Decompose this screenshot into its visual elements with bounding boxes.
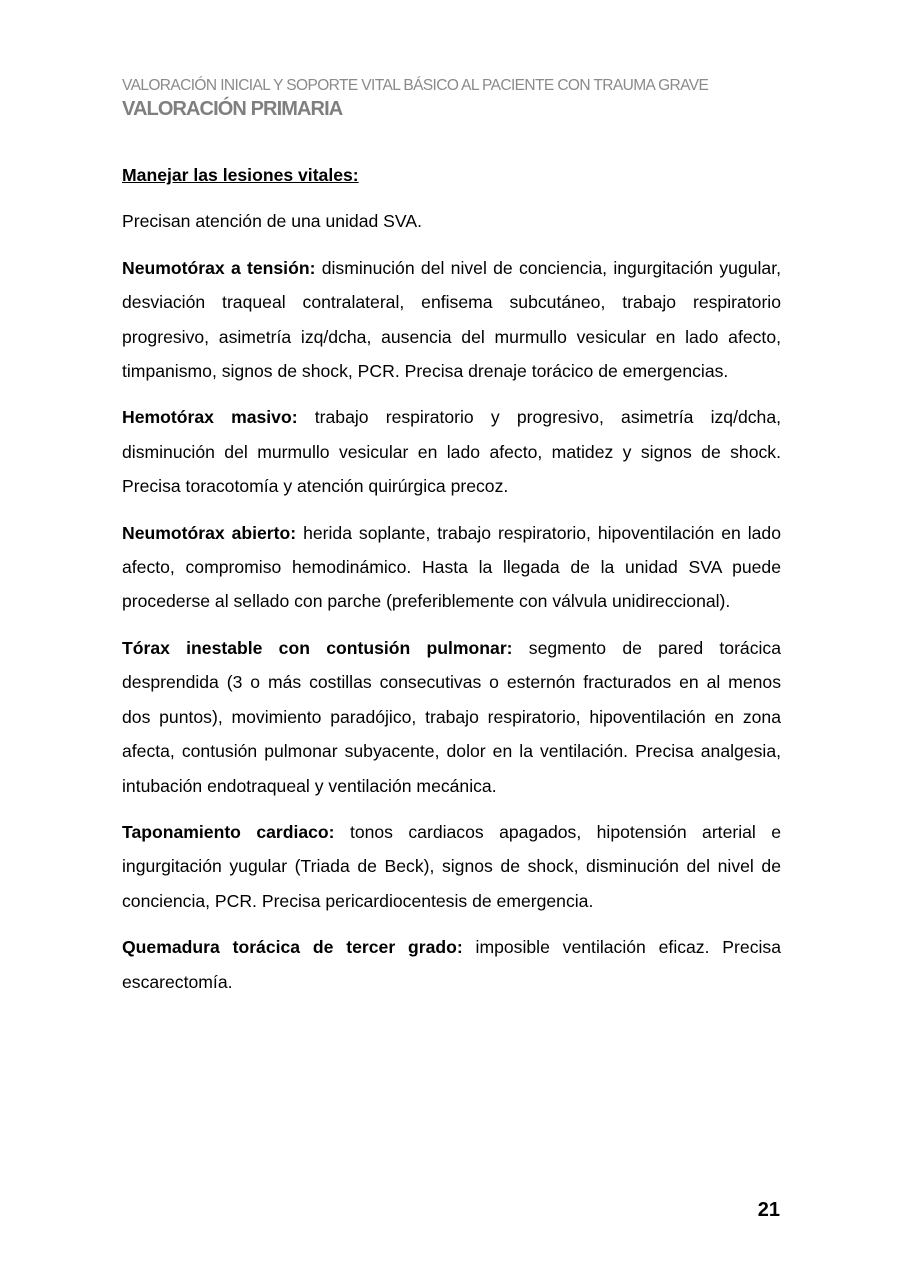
- lesion-term: Hemotórax masivo:: [122, 407, 298, 428]
- lesion-description: segmento de pared torácica desprendida (3 o más costillas consecutivas o esternón fracturados en al menos dos puntos), movimiento paradójico, trabajo respiratorio, hipoventilación en zona afecta, contusión pulmonar subyacente, dolor en la ventilación. Precisa analgesia, intubación endotraqueal y ventilación mecánica.: [122, 637, 781, 796]
- lesion-paragraph-hemotorax-masivo: [122, 400, 781, 503]
- document-title: VALORACIÓN INICIAL Y SOPORTE VITAL BÁSICO AL PACIENTE CON TRAUMA GRAVE: [122, 77, 709, 94]
- intro-paragraph: Precisan atención de una unidad SVA.: [122, 211, 422, 232]
- lesion-paragraph-taponamiento-cardiaco: [122, 815, 781, 918]
- lesion-description: trabajo respiratorio y progresivo, asimetría izq/dcha, disminución del murmullo vesicular en lado afecto, matidez y signos de shock. Precisa toracotomía y atención quirúrgica precoz.: [122, 407, 781, 497]
- lesion-term: Neumotórax abierto:: [122, 522, 297, 543]
- lesion-description: imposible ventilación eficaz. Precisa escarectomía.: [122, 937, 781, 992]
- page-number: 21: [757, 1199, 780, 1221]
- chapter-title: VALORACIÓN PRIMARIA: [122, 98, 343, 120]
- lesion-term: Neumotórax a tensión:: [122, 257, 316, 278]
- lesion-term: Taponamiento cardiaco:: [122, 821, 335, 842]
- section-heading: Manejar las lesiones vitales:: [122, 165, 359, 185]
- lesion-term: Quemadura torácica de tercer grado:: [122, 937, 463, 958]
- lesion-description: disminución del nivel de conciencia, ingurgitación yugular, desviación traqueal contralateral, enfisema subcutáneo, trabajo respiratorio progresivo, asimetría izq/dcha, ausencia del murmullo vesicular en lado afecto, timpanismo, signos de shock, PCR. Precisa drenaje torácico de emergencias.: [122, 257, 781, 382]
- running-header: [122, 76, 802, 122]
- lesion-paragraph-torax-inestable: [122, 631, 781, 803]
- lesion-description: herida soplante, trabajo respiratorio, hipoventilación en lado afecto, compromiso hemodinámico. Hasta la llegada de la unidad SVA puede procederse al sellado con parche (preferiblemente con válvula unidireccional).: [122, 522, 781, 612]
- lesion-paragraph-quemadura-toracica: [122, 930, 781, 999]
- body-content: [122, 158, 781, 1011]
- lesion-description: tonos cardiacos apagados, hipotensión arterial e ingurgitación yugular (Triada de Beck), signos de shock, disminución del nivel de conciencia, PCR. Precisa pericardiocentesis de emergencia.: [122, 821, 781, 911]
- lesion-term: Tórax inestable con contusión pulmonar:: [122, 637, 513, 658]
- lesion-paragraph-neumotorax-tension: [122, 251, 781, 389]
- lesion-paragraph-neumotorax-abierto: [122, 516, 781, 619]
